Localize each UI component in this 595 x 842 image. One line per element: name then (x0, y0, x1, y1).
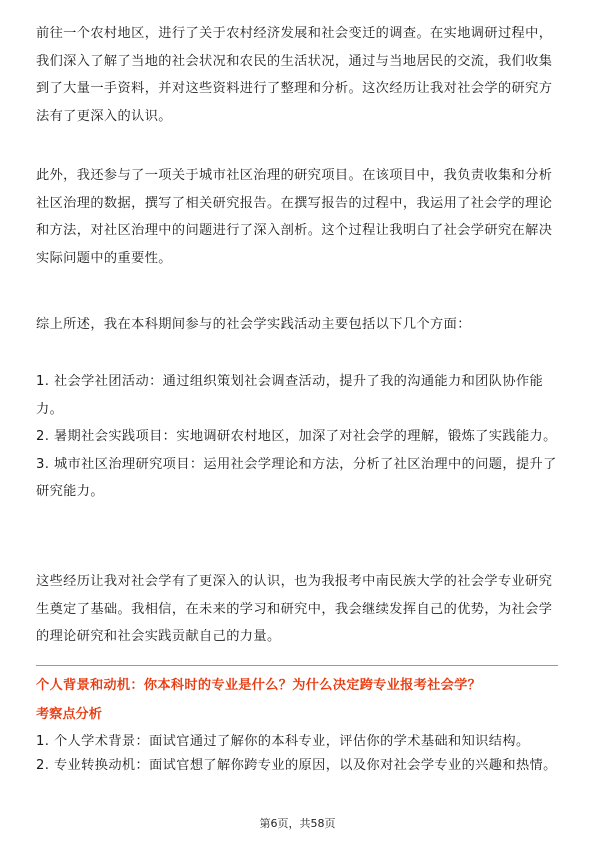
activities-list (36, 368, 564, 506)
section-divider (36, 665, 558, 666)
list-item: 1. 社会学社团活动：通过组织策划社会调查活动，提升了我的沟通能力和团队协作能力。 (36, 374, 544, 417)
interview-question: 个人背景和动机：你本科时的专业是什么？为什么决定跨专业报考社会学？ (36, 678, 482, 693)
page-number: 第6页，共58页 (259, 817, 336, 830)
list-item: 3. 城市社区治理研究项目：运用社会学理论和方法，分析了社区治理中的问题，提升了研究能力。 (36, 456, 557, 499)
list-item: 2. 暑期社会实践项目：实地调研农村地区，加深了对社会学的理解，锻炼了实践能力。 (36, 429, 557, 444)
list-item: 1. 个人学术背景：面试官通过了解你的本科专业，评估你的学术基础和知识结构。 (36, 734, 530, 749)
analysis-points-list (36, 730, 564, 778)
paragraph-community-project: 此外，我还参与了一项关于城市社区治理的研究项目。在该项目中，我负责收集和分析社区治理的数据，撰写了相关研究报告。在撰写报告的过程中，我运用了社会学的理论和方法，对社区治理中的问题进行了深入剖析。这个过程让我明白了社会学研究在解决实际问题中的重要性。 (36, 168, 553, 266)
paragraph-conclusion: 这些经历让我对社会学有了更深入的认识，也为我报考中南民族大学的社会学专业研究生奠定了基础。我相信，在未来的学习和研究中，我会继续发挥自己的优势，为社会学的理论研究和社会实践贡献自己的力量。 (36, 574, 553, 644)
analysis-heading: 考察点分析 (36, 707, 102, 722)
paragraph-summary-intro: 综上所述，我在本科期间参与的社会学实践活动主要包括以下几个方面： (36, 317, 471, 332)
list-item: 2. 专业转换动机：面试官想了解你跨专业的原因，以及你对社会学专业的兴趣和热情。 (36, 758, 557, 773)
paragraph-rural-survey: 前往一个农村地区，进行了关于农村经济发展和社会变迁的调查。在实地调研过程中，我们深入了解了当地的社会状况和农民的生活状况，通过与当地居民的交流，我们收集到了大量一手资料，并对这些资料进行了整理和分析。这次经历让我对社会学的研究方法有了更深入的认识。 (36, 26, 553, 124)
